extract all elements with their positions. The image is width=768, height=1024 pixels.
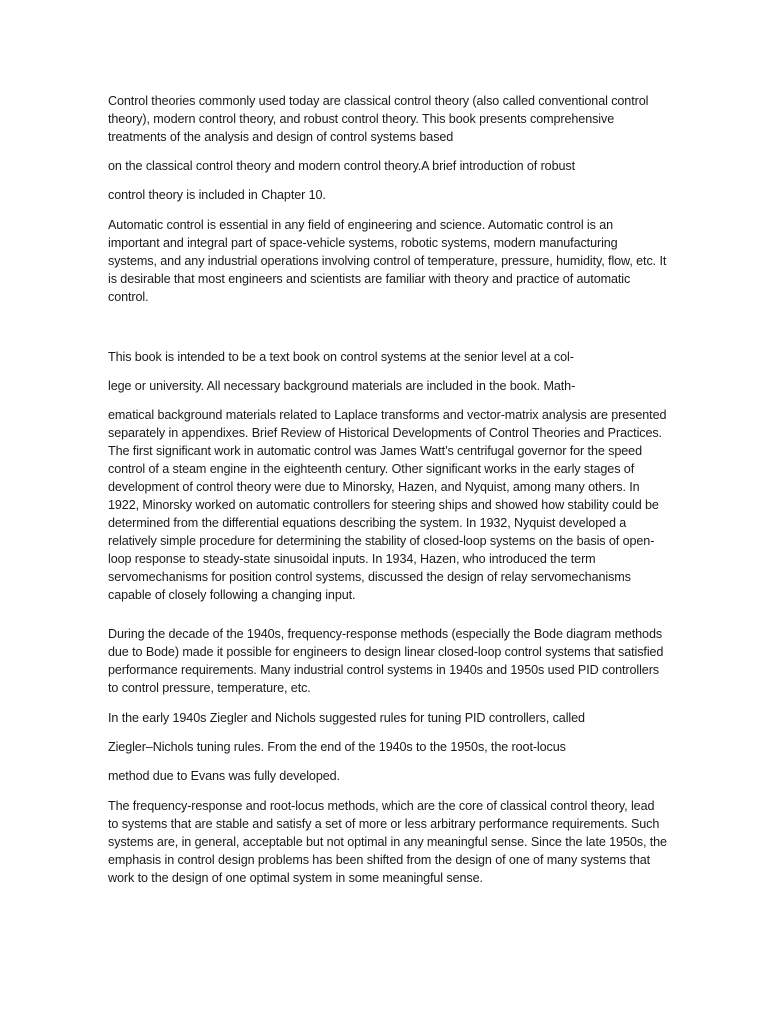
paragraph-intro-continued: on the classical control theory and modern control theory.A brief introduction of robust	[108, 159, 575, 173]
paragraph-chapter-note: control theory is included in Chapter 10.	[108, 188, 326, 202]
paragraph-ziegler-nichols-continued: Ziegler–Nichols tuning rules. From the end of the 1940s to the 1950s, the root-locus	[108, 740, 566, 754]
paragraph-evans: method due to Evans was fully developed.	[108, 769, 340, 783]
paragraph-intro: Control theories commonly used today are classical control theory (also called conventional control theory), modern control theory, and robust control theory. This book presents comprehensive treatments of the analysis and design of control systems based	[108, 94, 649, 144]
paragraph-automatic-control: Automatic control is essential in any field of engineering and science. Automatic control is an important and integral part of space-vehicle systems, robotic systems, modern manufacturing systems, and any industrial operations involving control of temperature, pressure, humidity, flow, etc. It is desirable that most engineers and scientists are familiar with theory and practice of automatic control.	[108, 218, 667, 304]
paragraph-classical-methods: The frequency-response and root-locus methods, which are the core of classical control theory, lead to systems that are stable and satisfy a set of more or less arbitrary performance requirements. Such systems are, in general, acceptable but not optimal in any meaningful sense. Since the late 1950s, the emphasis in control design problems has been shifted from the design of one of many systems that work to the design of one optimal system in some meaningful sense.	[108, 799, 667, 885]
paragraph-1940s: During the decade of the 1940s, frequency-response methods (especially the Bode diagram methods due to Bode) made it possible for engineers to design linear closed-loop control systems that satisfied performance requirements. Many industrial control systems in 1940s and 1950s used PID controllers to control pressure, temperature, etc.	[108, 627, 664, 695]
paragraph-book-intent-continued: lege or university. All necessary background materials are included in the book. Math-	[108, 379, 576, 393]
paragraph-history: ematical background materials related to Laplace transforms and vector-matrix analysis are presented separately in appendixes. Brief Review of Historical Developments of Control Theories and Practices. The first significant work in automatic control was James Watt’s centrifugal governor for the speed control of a steam engine in the eighteenth century. Other significant works in the early stages of development of control theory were due to Minorsky, Hazen, and Nyquist, among many others. In 1922, Minorsky worked on automatic controllers for steering ships and showed how stability could be determined from the differential equations describing the system. In 1932, Nyquist developed a relatively simple procedure for determining the stability of closed-loop systems on the basis of open-loop response to steady-state sinusoidal inputs. In 1934, Hazen, who introduced the term servomechanisms for position control systems, discussed the design of relay servomechanisms capable of closely following a changing input.	[108, 408, 667, 602]
paragraph-ziegler-nichols: In the early 1940s Ziegler and Nichols suggested rules for tuning PID controllers, called	[108, 711, 585, 725]
paragraph-book-intent: This book is intended to be a text book on control systems at the senior level at a col-	[108, 350, 574, 364]
